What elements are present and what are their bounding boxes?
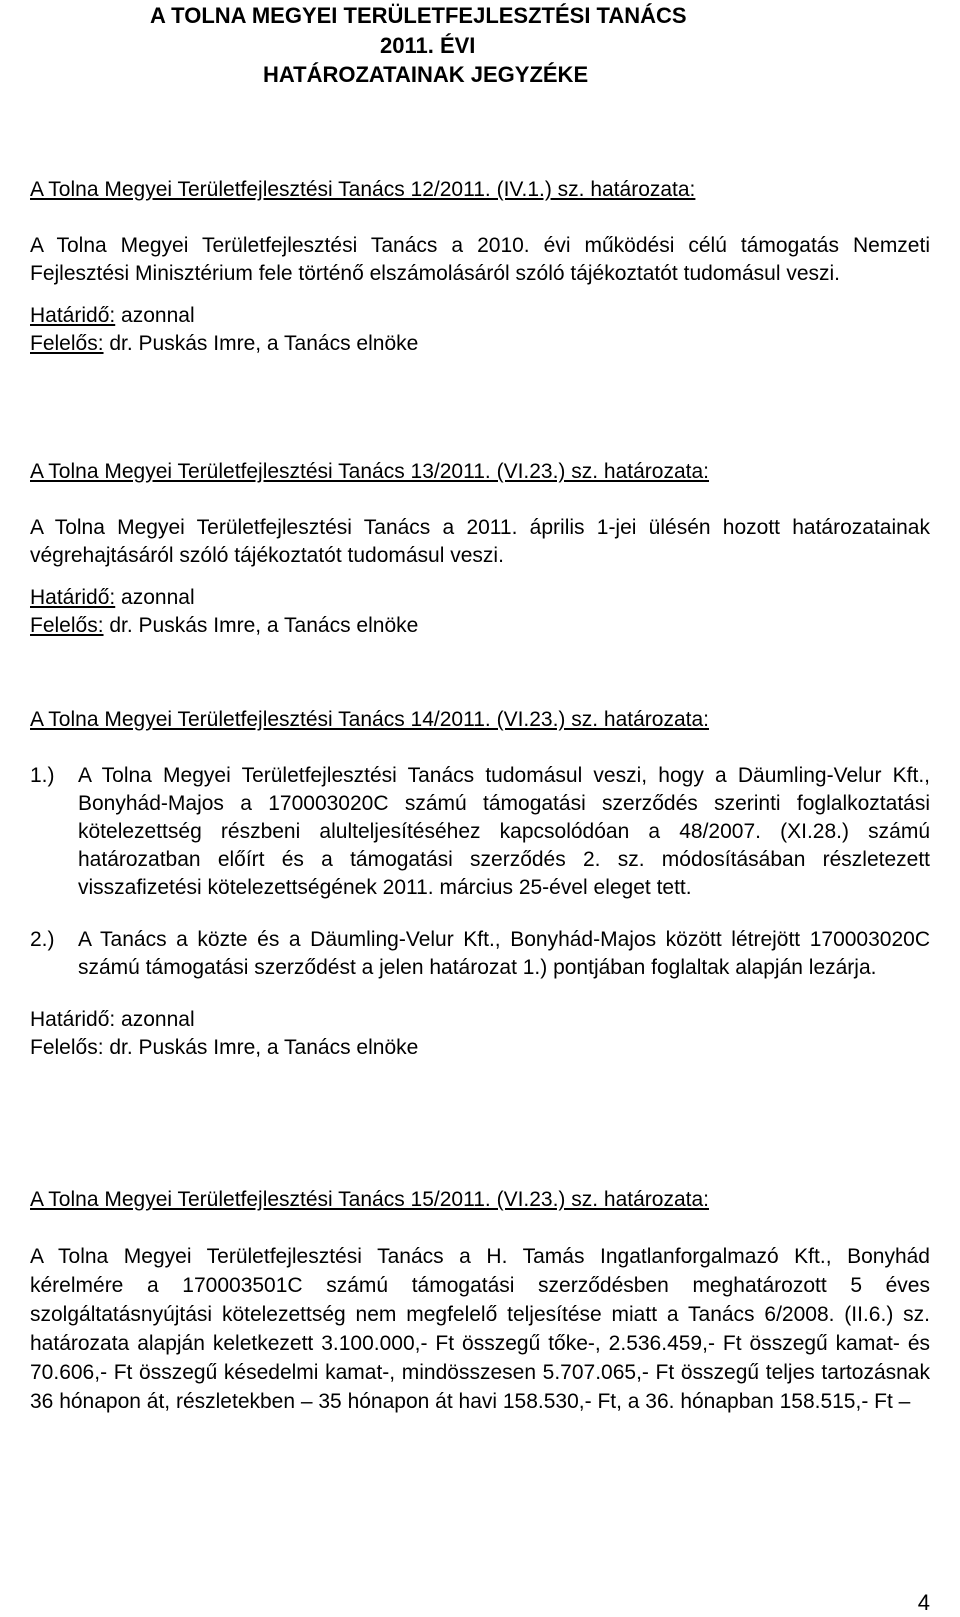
resolution-title-text: A Tolna Megyei Területfejlesztési Tanács 14/2011. (VI.23.) sz. határozata: <box>30 708 710 731</box>
list-item-text: A Tolna Megyei Területfejlesztési Tanács tudomásul veszi, hogy a Däumling-Velur Kft., Bonyhád-Majos a 170003020C számú támogatási szerződés szerinti foglalkoztatási kötelezettség részbeni alulteljesítéséhez kapcsolódóan a 48/2007. (XI.28.) számú határozatban előírt és a támogatási szerződés 2. sz. módosításában részletezett visszafizetési kötelezettségének 2011. március 25-ével eleget tett. <box>78 764 930 899</box>
responsible-value: dr. Puskás Imre, a Tanács elnöke <box>103 332 419 355</box>
resolution-title <box>30 458 930 486</box>
page-number: 4 <box>917 1590 930 1615</box>
list-item <box>30 762 930 902</box>
list-item-number: 2.) <box>30 928 55 951</box>
resolution-14 <box>30 706 930 1062</box>
list-item-text: A Tanács a közte és a Däumling-Velur Kft., Bonyhád-Majos között létrejött 170003020C számú támogatási szerződést a jelen határozat 1.) pontjában foglaltak alapján lezárja. <box>78 928 930 979</box>
deadline <box>30 1006 930 1034</box>
resolution-title-text: A Tolna Megyei Területfejlesztési Tanács 13/2011. (VI.23.) sz. határozata: <box>30 460 710 483</box>
responsible <box>30 330 930 358</box>
deadline-label: Határidő: <box>30 1008 116 1031</box>
responsible <box>30 612 930 640</box>
list-item <box>30 926 930 982</box>
deadline <box>30 302 930 330</box>
deadline-label: Határidő: <box>30 586 116 609</box>
responsible-label: Felelős: <box>30 614 104 637</box>
resolution-body: A Tolna Megyei Területfejlesztési Tanács a H. Tamás Ingatlanforgalmazó Kft., Bonyhád kérelmére a 170003501C számú támogatási szerződésben meghatározott 5 éves szolgáltatásnyújtási kötelezettség nem megfelelő teljesítése miatt a Tanács 6/2008. (II.6.) sz. határozata alapján keletkezett 3.100.000,- Ft összegű tőke-, 2.536.459,- Ft összegű kamat- és 70.606,- Ft összegű késedelmi kamat-, mindösszesen 5.707.065,- Ft összegű teljes tartozásnak 36 hónapon át, részletekben – 35 hónapon át havi 158.530,- Ft, a 36. hónapban 158.515,- Ft – <box>30 1245 930 1413</box>
list-item-number: 1.) <box>30 764 55 787</box>
deadline-value: azonnal <box>115 304 195 327</box>
resolution-title <box>30 176 930 204</box>
resolution-15 <box>30 1186 930 1416</box>
responsible-value: dr. Puskás Imre, a Tanács elnöke <box>103 614 419 637</box>
resolution-12 <box>30 176 930 358</box>
resolution-body: A Tolna Megyei Területfejlesztési Tanács a 2010. évi működési célú támogatás Nemzeti Fejlesztési Minisztérium fele történő elszámolásáról szóló tájékoztatót tudomásul veszi. <box>30 234 930 285</box>
responsible-label: Felelős: <box>30 1036 104 1059</box>
responsible <box>30 1034 930 1062</box>
deadline-label: Határidő: <box>30 304 116 327</box>
responsible-value: dr. Puskás Imre, a Tanács elnöke <box>103 1036 419 1059</box>
resolution-title <box>30 1186 930 1214</box>
resolution-title-text: A Tolna Megyei Területfejlesztési Tanács 12/2011. (IV.1.) sz. határozata: <box>30 178 696 201</box>
header-line-1: A TOLNA MEGYEI TERÜLETFEJLESZTÉSI TANÁCS <box>150 3 687 28</box>
deadline <box>30 584 930 612</box>
header-line-3: HATÁROZATAINAK JEGYZÉKE <box>263 62 589 87</box>
resolution-13 <box>30 458 930 640</box>
deadline-value: azonnal <box>115 586 195 609</box>
resolution-title-text: A Tolna Megyei Területfejlesztési Tanács 15/2011. (VI.23.) sz. határozata: <box>30 1188 710 1211</box>
header-line-2: 2011. ÉVI <box>380 33 476 58</box>
resolution-title <box>30 706 930 734</box>
responsible-label: Felelős: <box>30 332 104 355</box>
resolution-body: A Tolna Megyei Területfejlesztési Tanács a 2011. április 1-jei ülésén hozott határozatainak végrehajtásáról szóló tájékoztatót tudomásul veszi. <box>30 516 930 567</box>
deadline-value: azonnal <box>115 1008 195 1031</box>
